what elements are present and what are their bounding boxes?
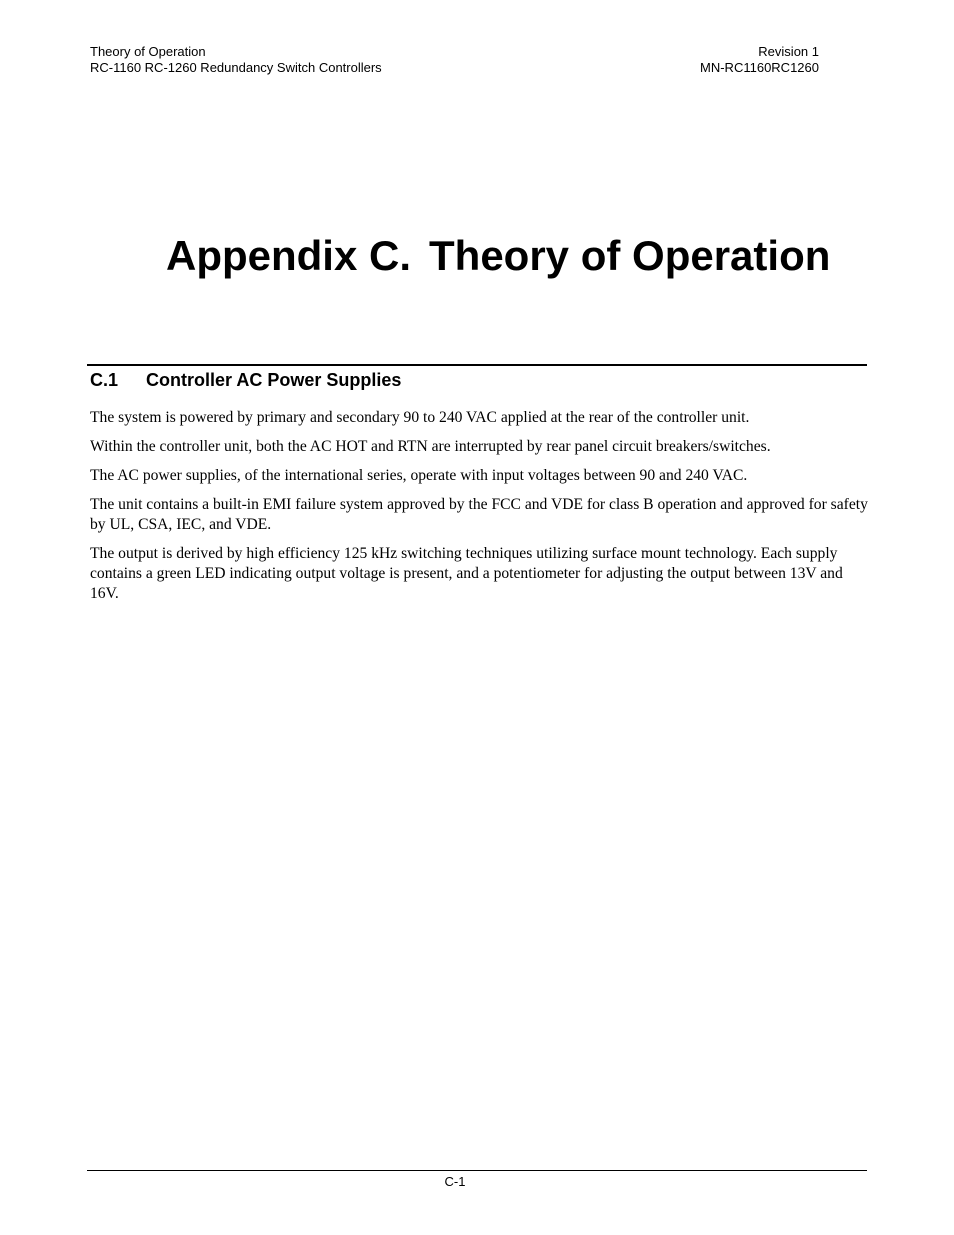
page-header-left bbox=[90, 44, 382, 76]
body-paragraph: The system is powered by primary and secondary 90 to 240 VAC applied at the rear of the controller unit. bbox=[90, 409, 750, 426]
section-number: C.1 bbox=[90, 370, 119, 390]
section-title: Controller AC Power Supplies bbox=[146, 370, 402, 390]
appendix-title bbox=[166, 228, 830, 284]
body-paragraph: Within the controller unit, both the AC HOT and RTN are interrupted by rear panel circuit breakers/switches. bbox=[90, 438, 771, 455]
footer-divider bbox=[87, 1170, 867, 1171]
section-body bbox=[90, 408, 870, 613]
appendix-title-text: Theory of Operation bbox=[429, 232, 831, 279]
header-revision: Revision 1 bbox=[758, 44, 819, 59]
section-heading bbox=[90, 368, 401, 392]
page-header-right bbox=[700, 44, 819, 76]
body-paragraph: The AC power supplies, of the international series, operate with input voltages between 90 and 240 VAC. bbox=[90, 467, 748, 484]
header-manual-number: MN-RC1160RC1260 bbox=[700, 60, 819, 75]
appendix-label: Appendix C. bbox=[166, 232, 412, 279]
header-document-title: Theory of Operation bbox=[90, 44, 206, 59]
section-divider bbox=[87, 364, 867, 366]
body-paragraph: The unit contains a built-in EMI failure system approved by the FCC and VDE for class B operation and approved for safety by UL, CSA, IEC, and VDE. bbox=[90, 496, 868, 533]
header-product-name: RC-1160 RC-1260 Redundancy Switch Controllers bbox=[90, 60, 382, 75]
page-number: C-1 bbox=[444, 1174, 466, 1189]
body-paragraph: The output is derived by high efficiency 125 kHz switching techniques utilizing surface mount technology. Each supply contains a green LED indicating output voltage is present, and a potentiometer for adjusting the output between 13V and 16V. bbox=[90, 545, 843, 602]
